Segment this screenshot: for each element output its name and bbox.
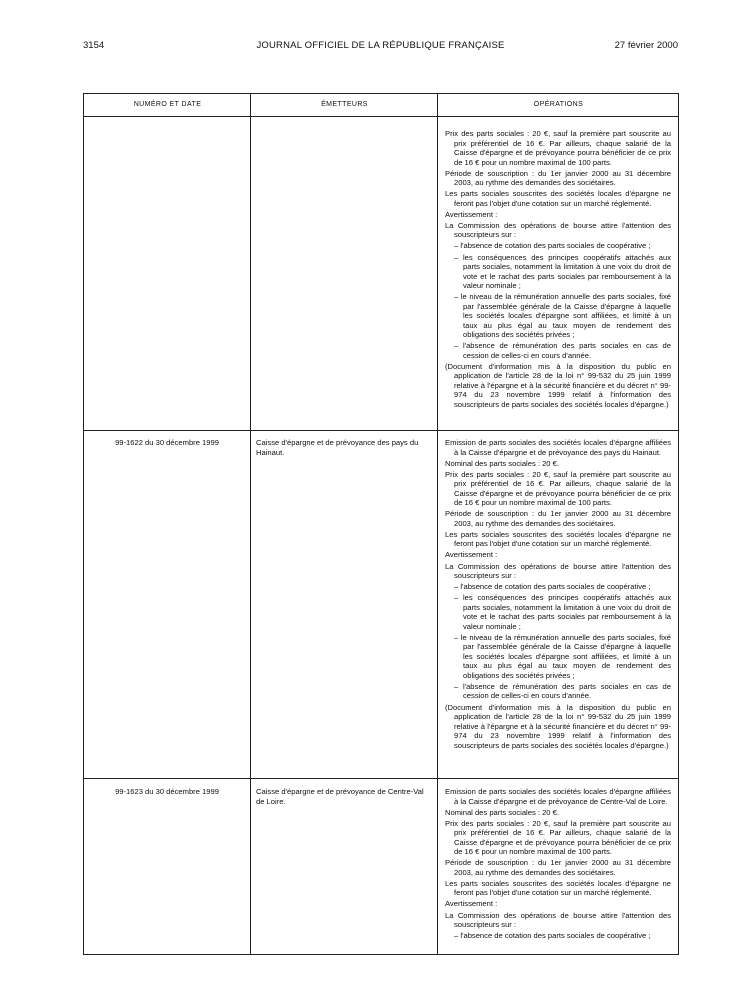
page-header bbox=[83, 40, 678, 56]
operation-line: La Commission des opérations de bourse attire l'attention des souscripteurs sur : bbox=[445, 220, 671, 240]
operation-line: – le niveau de la rémunération annuelle des parts sociales, fixé par l'assemblée générale de la Caisse d'épargne à laquelle les sociétés locales d'épargne sont affiliées, et limité à un taux au plus égal au taux moyen de rendement des obligations des sociétés privées ; bbox=[454, 292, 671, 340]
row-divider bbox=[84, 778, 678, 779]
operation-line: – les conséquences des principes coopératifs attachés aux parts sociales, notamment la limitation à une voix du droit de vote et le rachat des parts sociales par remboursement à la valeur nominale ; bbox=[454, 593, 671, 631]
operation-line: – l'absence de rémunération des parts sociales en cas de cession de celles-ci en cours d'année. bbox=[454, 341, 671, 360]
operation-line: Avertissement : bbox=[445, 209, 498, 219]
operation-line: Prix des parts sociales : 20 €, sauf la première part souscrite au prix préférentiel de 16 €. Par ailleurs, chaque salarié de la Caisse d'épargne et de prévoyance pourra bénéficier de ce prix de 16 € pour un nombre maximal de 100 parts. bbox=[445, 818, 671, 857]
operation-line: Emission de parts sociales des sociétés locales d'épargne affiliées à la Caisse d'épargne et de prévoyance des pays du Hainaut. bbox=[445, 438, 671, 457]
operation-line: Période de souscription : du 1er janvier 2000 au 31 décembre 2003, au rythme des demandes des sociétaires. bbox=[445, 509, 671, 528]
operation-line: Avertissement : bbox=[445, 550, 498, 560]
publication-date: 27 février 2000 bbox=[614, 40, 678, 51]
row-divider bbox=[84, 430, 678, 431]
table-row-operations bbox=[445, 787, 671, 942]
column-header-numero: NUMÉRO ET DATE bbox=[133, 101, 202, 108]
table-row-emetteur: Caisse d'épargne et de prévoyance des pays du Hainaut. bbox=[256, 438, 419, 457]
operation-line: – l'absence de cotation des parts sociales de coopérative ; bbox=[454, 241, 651, 251]
operation-line: Période de souscription : du 1er janvier 2000 au 31 décembre 2003, au rythme des demandes des sociétaires. bbox=[445, 858, 671, 877]
operations-table bbox=[83, 93, 679, 955]
table-row-operations bbox=[445, 129, 671, 411]
table-row-operations bbox=[445, 438, 671, 752]
operation-line: (Document d'information mis à la disposition du public en application de l'article 28 de la loi n° 99-532 du 25 juin 1999 relative à l'épargne et à la sécurité financière et du décret n° 99-974 du 23 novembre 1999 relatif à l'information des souscripteurs de parts sociales des sociétés locales d'épargne.) bbox=[445, 702, 671, 750]
operation-line: Prix des parts sociales : 20 €, sauf la première part souscrite au prix préférentiel de 16 €. Par ailleurs, chaque salarié de la Caisse d'épargne et de prévoyance pourra bénéficier de ce prix de 16 € pour un nombre maximal de 100 parts. bbox=[445, 469, 671, 508]
column-divider bbox=[437, 94, 438, 954]
operation-line: La Commission des opérations de bourse attire l'attention des souscripteurs sur : bbox=[445, 561, 671, 581]
operation-line: – l'absence de cotation des parts sociales de coopérative ; bbox=[454, 931, 651, 941]
operation-line: Période de souscription : du 1er janvier 2000 au 31 décembre 2003, au rythme des demandes des sociétaires. bbox=[445, 168, 671, 188]
operation-line: – l'absence de rémunération des parts sociales en cas de cession de celles-ci en cours d'année. bbox=[454, 681, 671, 701]
table-row-numero: 99-1623 du 30 décembre 1999 bbox=[115, 787, 219, 796]
operation-line: Les parts sociales souscrites des sociétés locales d'épargne ne feront pas l'objet d'une cotation sur un marché réglementé. bbox=[445, 878, 671, 898]
operation-line: Les parts sociales souscrites des sociétés locales d'épargne ne feront pas l'objet d'une cotation sur un marché réglementé. bbox=[445, 529, 671, 549]
journal-title: JOURNAL OFFICIEL DE LA RÉPUBLIQUE FRANÇAISE bbox=[256, 40, 505, 51]
operation-line: – les conséquences des principes coopératifs attachés aux parts sociales, notamment la limitation à une voix du droit de vote et le rachat des parts sociales par remboursement à la valeur nominale ; bbox=[454, 252, 671, 291]
operation-line: Les parts sociales souscrites des sociétés locales d'épargne ne feront pas l'objet d'une cotation sur un marché réglementé. bbox=[445, 189, 671, 208]
operation-line: (Document d'information mis à la disposition du public en application de l'article 28 de la loi n° 99-532 du 25 juin 1999 relative à l'épargne et à la sécurité financière et du décret n° 99-974 du 23 novembre 1999 relatif à l'information des souscripteurs de parts sociales des sociétés locales d'épargne.) bbox=[445, 361, 671, 409]
table-row-emetteur: Caisse d'épargne et de prévoyance de Centre-Val de Loire. bbox=[256, 787, 424, 806]
page-number: 3154 bbox=[83, 40, 105, 51]
operation-line: Nominal des parts sociales : 20 €. bbox=[445, 807, 559, 817]
column-divider bbox=[250, 94, 251, 954]
operation-line: Nominal des parts sociales : 20 €. bbox=[445, 458, 559, 468]
operation-line: La Commission des opérations de bourse attire l'attention des souscripteurs sur : bbox=[445, 910, 671, 930]
operation-line: – le niveau de la rémunération annuelle des parts sociales, fixé par l'assemblée générale de la Caisse d'épargne à laquelle les sociétés locales d'épargne sont affiliées, et limité à un taux au plus égal au taux moyen de rendement des obligations des sociétés privées ; bbox=[454, 632, 671, 680]
column-header-operations: OPÉRATIONS bbox=[533, 101, 584, 108]
operation-line: Avertissement : bbox=[445, 899, 498, 909]
column-header-emetteurs: ÉMETTEURS bbox=[321, 101, 368, 108]
operation-line: – l'absence de cotation des parts sociales de coopérative ; bbox=[454, 582, 651, 592]
table-header bbox=[84, 94, 678, 117]
operation-line: Prix des parts sociales : 20 €, sauf la première part souscrite au prix préférentiel de 16 €. Par ailleurs, chaque salarié de la Caisse d'épargne et de prévoyance pourra bénéficier de ce prix de 16 € pour un nombre maximal de 100 parts. bbox=[445, 129, 671, 167]
operation-line: Emission de parts sociales des sociétés locales d'épargne affiliées à la Caisse d'épargne et de prévoyance de Centre-Val de Loire. bbox=[445, 787, 671, 806]
table-row-numero: 99-1622 du 30 décembre 1999 bbox=[115, 438, 219, 447]
